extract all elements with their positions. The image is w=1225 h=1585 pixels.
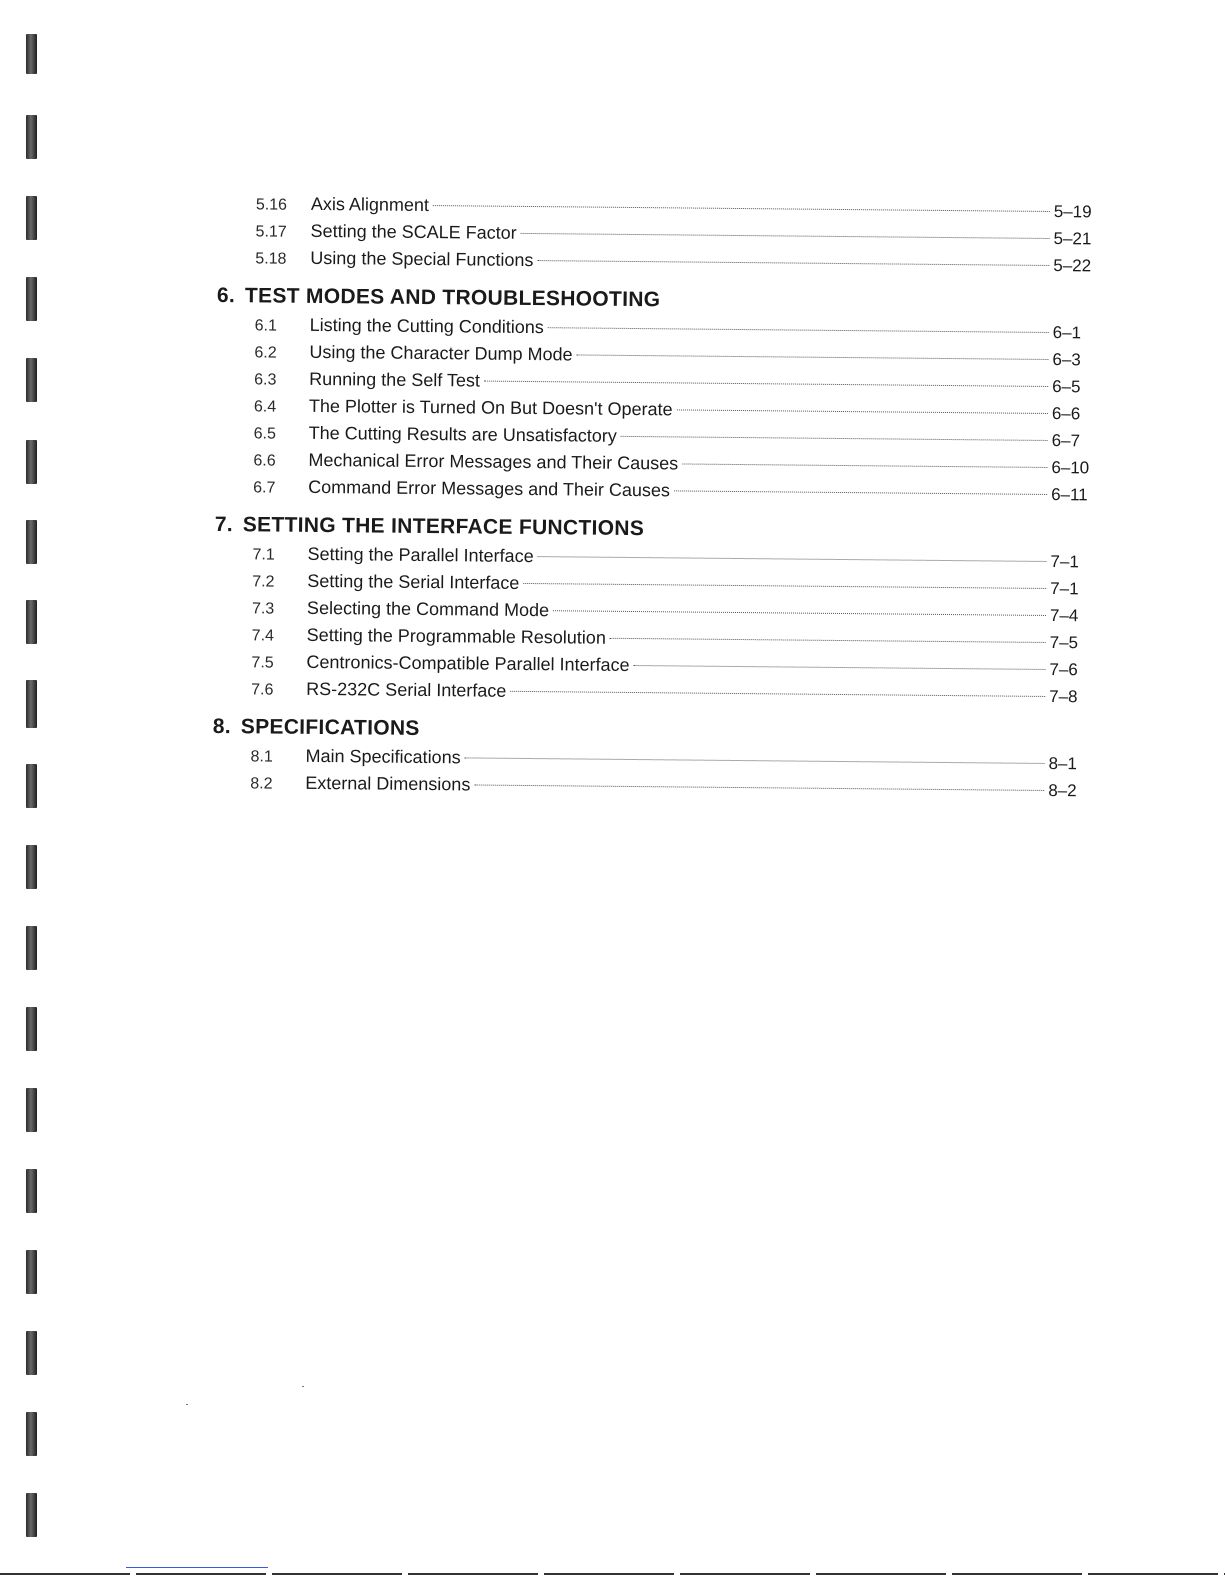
entry-number: 7.2	[252, 573, 275, 591]
entry-page-number: 6–5	[1052, 377, 1081, 397]
entry-number: 5.18	[255, 250, 287, 268]
entry-page-number: 7–6	[1049, 660, 1078, 680]
entry-number: 8.2	[250, 775, 273, 793]
entry-title: RS-232C Serial Interface	[306, 678, 507, 701]
dot-leader	[610, 638, 1046, 643]
punch-mark	[26, 1088, 37, 1132]
entry-title: Setting the Serial Interface	[307, 570, 520, 593]
entry-page-number: 6–11	[1051, 485, 1088, 505]
entry-title: The Plotter is Turned On But Doesn't Operate	[308, 395, 673, 420]
entry-page-number: 8–1	[1048, 753, 1077, 774]
entry-page-number: 8–2	[1048, 780, 1077, 801]
punch-mark	[26, 1412, 37, 1456]
section-title: SPECIFICATIONS	[240, 715, 420, 740]
entry-number: 6.4	[253, 398, 277, 416]
table-of-contents	[212, 190, 1098, 804]
entry-page-number: 5–21	[1053, 229, 1092, 249]
section-title: TEST MODES AND TROUBLESHOOTING	[244, 284, 661, 312]
dot-leader	[621, 436, 1048, 441]
entry-page-number: 7–1	[1050, 579, 1079, 599]
entry-page-number: 6–1	[1052, 323, 1082, 343]
dot-leader	[510, 691, 1045, 697]
entry-number: 5.16	[255, 196, 288, 214]
entry-number: 7.4	[251, 627, 275, 645]
dot-leader	[523, 583, 1046, 589]
punch-mark	[26, 196, 37, 240]
entry-number: 6.5	[253, 425, 276, 443]
section-number: 7.	[214, 512, 234, 537]
punch-mark	[26, 926, 37, 970]
entry-page-number: 6–10	[1051, 458, 1090, 478]
punch-mark	[26, 1250, 37, 1294]
section-number: 6.	[216, 283, 236, 308]
entry-title: Setting the Parallel Interface	[307, 543, 534, 567]
entry-title: Selecting the Command Mode	[306, 597, 550, 621]
entry-number: 5.17	[255, 223, 287, 241]
bottom-link-underline	[126, 1567, 268, 1568]
dot-leader	[677, 409, 1048, 414]
punch-mark	[26, 277, 37, 321]
entry-title: The Cutting Results are Unsatisfactory	[308, 422, 617, 446]
punch-mark	[26, 1331, 37, 1375]
section-number: 8.	[212, 714, 232, 739]
entry-number: 8.1	[250, 748, 273, 766]
entry-number: 6.2	[254, 344, 277, 362]
binding-punch-strip	[26, 0, 42, 1585]
punch-mark	[26, 1169, 37, 1213]
punch-mark	[26, 764, 37, 808]
entry-page-number: 6–3	[1052, 350, 1081, 370]
punch-mark	[26, 680, 37, 728]
entry-title: Running the Self Test	[309, 368, 481, 391]
entry-title: Listing the Cutting Conditions	[309, 314, 544, 338]
dot-leader	[474, 784, 1044, 790]
entry-title: Using the Character Dump Mode	[309, 341, 573, 365]
dot-leader	[484, 381, 1048, 387]
dot-leader	[537, 260, 1049, 266]
entry-number: 6.6	[253, 452, 276, 470]
scan-speck	[302, 1386, 304, 1387]
punch-mark	[26, 520, 37, 564]
entry-page-number: 6–6	[1051, 404, 1081, 424]
punch-mark	[26, 358, 37, 402]
punch-mark	[26, 115, 37, 159]
entry-title: Setting the Programmable Resolution	[306, 624, 606, 648]
entry-page-number: 5–19	[1053, 202, 1092, 222]
punch-mark	[26, 34, 37, 74]
entry-title: Command Error Messages and Their Causes	[308, 476, 671, 501]
entry-title: Setting the SCALE Factor	[310, 220, 517, 243]
dot-leader	[553, 610, 1046, 616]
entry-title: Main Specifications	[305, 745, 461, 768]
punch-mark	[26, 440, 37, 484]
dot-leader	[674, 490, 1047, 495]
entry-page-number: 7–4	[1049, 606, 1079, 626]
scan-speck	[186, 1404, 188, 1405]
entry-title: Centronics-Compatible Parallel Interface	[306, 651, 630, 675]
entry-number: 7.1	[252, 546, 275, 564]
entry-page-number: 6–7	[1051, 431, 1081, 451]
entry-title: Mechanical Error Messages and Their Causes	[308, 449, 679, 474]
entry-title: Axis Alignment	[310, 193, 430, 216]
punch-mark	[26, 1007, 37, 1051]
entry-title: External Dimensions	[305, 772, 471, 795]
dot-leader	[682, 463, 1047, 468]
punch-mark	[26, 600, 37, 644]
section-title: SETTING THE INTERFACE FUNCTIONS	[242, 513, 645, 541]
entry-page-number: 7–1	[1050, 552, 1079, 572]
entry-page-number: 7–5	[1049, 633, 1079, 653]
dot-leader	[548, 327, 1049, 333]
entry-title: Using the Special Functions	[310, 247, 534, 271]
dot-leader	[521, 233, 1050, 239]
entry-page-number: 7–8	[1049, 687, 1078, 707]
dot-leader	[433, 205, 1050, 212]
entry-number: 7.6	[251, 681, 274, 699]
entry-number: 6.7	[253, 479, 276, 497]
entry-number: 6.1	[254, 317, 278, 335]
entry-number: 6.3	[254, 371, 277, 389]
entry-number: 7.3	[251, 600, 275, 618]
punch-mark	[26, 845, 37, 889]
dot-leader	[538, 556, 1047, 562]
entry-page-number: 5–22	[1053, 256, 1092, 276]
dot-leader	[465, 757, 1045, 764]
bottom-rule	[0, 1573, 1225, 1575]
entry-number: 7.5	[251, 654, 274, 672]
dot-leader	[577, 354, 1049, 360]
dot-leader	[634, 665, 1046, 670]
punch-mark	[26, 1493, 37, 1537]
